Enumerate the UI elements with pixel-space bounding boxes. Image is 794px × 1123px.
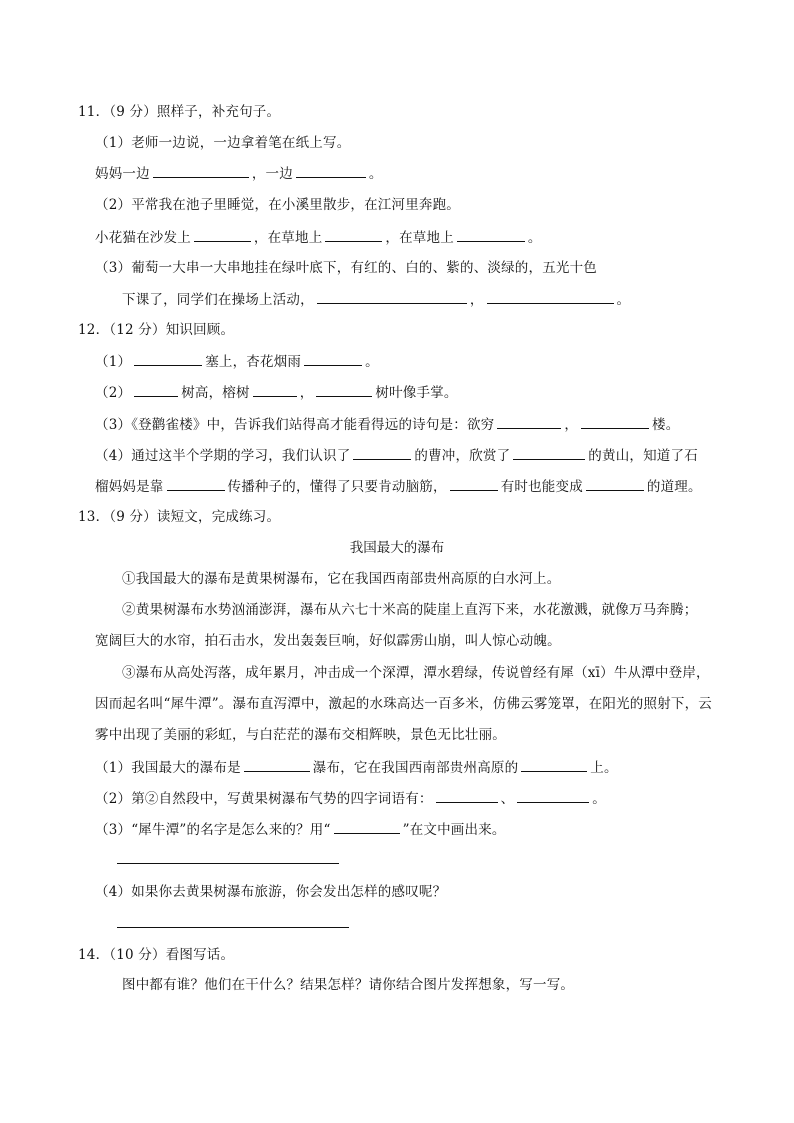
q13-sub2-b: 、 <box>500 791 515 807</box>
answer-line[interactable] <box>117 863 339 864</box>
answer-blank[interactable] <box>497 415 561 429</box>
q12-p4-e: 传播种子的，懂得了只要肯动脑筋， <box>227 479 447 495</box>
q12-p4-c: 的黄山，知道了石 <box>588 448 698 464</box>
answer-blank[interactable] <box>153 164 249 178</box>
answer-blank[interactable] <box>436 789 498 803</box>
answer-blank[interactable] <box>334 820 400 834</box>
answer-blank[interactable] <box>457 228 525 242</box>
q13-sub1-a: （1）我国最大的瀑布是 <box>95 760 241 776</box>
q12-header: 12．（12 分）知识回顾。 <box>78 322 235 338</box>
answer-blank[interactable] <box>521 758 587 772</box>
q11-header: 11．（9 分）照样子，补充句子。 <box>78 104 281 120</box>
answer-blank[interactable] <box>134 383 178 397</box>
q12-p4-a: （4）通过这半个学期的学习，我们认识了 <box>95 448 351 464</box>
q12-p2-line <box>95 383 458 402</box>
answer-blank[interactable] <box>517 789 589 803</box>
passage-para-3-line-3: 雾中出现了美丽的彩虹，与白茫茫的瀑布交相辉映，景色无比壮丽。 <box>95 727 506 743</box>
q13-sub2-a: （2）第②自然段中，写黄果树瀑布气势的四字词语有： <box>95 791 433 807</box>
q12-p2-b: 树高，榕树 <box>181 385 250 401</box>
q12-p1-line <box>95 352 379 371</box>
q11-p3-a: 下课了，同学们在操场上活动， <box>122 292 314 308</box>
q13-sub1 <box>95 758 618 777</box>
q14-header: 14．（10 分）看图写话。 <box>78 947 235 963</box>
q12-p4-f: 有时也能变成 <box>500 479 583 495</box>
q12-p4-line2 <box>95 477 702 496</box>
q13-sub3-b: ”在文中画出来。 <box>402 822 506 838</box>
passage-para-1: ①我国最大的瀑布是黄果树瀑布，它在我国西南部贵州高原的白水河上。 <box>122 571 561 587</box>
answer-blank[interactable] <box>450 477 498 491</box>
q12-p1-end: 。 <box>365 354 379 370</box>
answer-blank[interactable] <box>167 477 225 491</box>
answer-blank[interactable] <box>316 383 372 397</box>
q12-p2-a: （2） <box>95 385 132 401</box>
q13-sub3-a: （3）“犀牛潭”的名字是怎么来的？用“ <box>95 822 331 838</box>
answer-blank[interactable] <box>586 477 644 491</box>
answer-blank[interactable] <box>487 290 614 304</box>
answer-blank[interactable] <box>581 415 649 429</box>
q11-p2-b: ，在草地上 <box>253 230 323 246</box>
passage-para-2-line-2: 宽阔巨大的水帘，拍石击水，发出轰轰巨响，好似霹雳山崩，叫人惊心动魄。 <box>95 633 561 649</box>
q11-p2-a: 小花猫在沙发上 <box>95 230 191 246</box>
q12-p4-line <box>95 446 698 465</box>
q11-p1-line <box>95 164 383 183</box>
answer-blank[interactable] <box>253 383 297 397</box>
q12-p3-c: 楼。 <box>652 417 680 433</box>
q12-p2-d: 树叶像手掌。 <box>375 385 458 401</box>
passage-para-2-line-1: ②黄果树瀑布水势汹涌澎湃，瀑布从六七十米高的陡崖上直泻下来，水花激溅，就像万马奔腾； <box>122 602 698 618</box>
q13-sub3 <box>95 820 506 839</box>
q12-p4-g: 的道理。 <box>646 479 702 495</box>
q11-p3-example: （3）葡萄一大串一大串地挂在绿叶底下，有红的、白的、紫的、淡绿的，五光十色 <box>95 260 597 276</box>
q11-p2-c: ，在草地上 <box>385 230 454 246</box>
q11-p1-a: 妈妈一边 <box>95 166 150 182</box>
q11-p3-line <box>122 290 630 309</box>
q11-p1-example: （1）老师一边说，一边拿着笔在纸上写。 <box>95 135 351 151</box>
q11-p2-line <box>95 228 542 247</box>
q11-p2-end: 。 <box>527 230 542 246</box>
q13-header: 13．（9 分）读短文，完成练习。 <box>78 509 281 525</box>
q12-p4-b: 的曹冲，欣赏了 <box>414 448 511 464</box>
answer-blank[interactable] <box>325 228 382 242</box>
answer-blank[interactable] <box>353 446 411 460</box>
q13-sub4: （4）如果你去黄果树瀑布旅游，你会发出怎样的感叹呢？ <box>95 884 447 900</box>
q11-p1-b: ，一边 <box>251 166 293 182</box>
answer-blank[interactable] <box>134 352 202 366</box>
answer-blank[interactable] <box>296 164 366 178</box>
answer-line[interactable] <box>117 927 349 928</box>
q11-p2-example: （2）平常我在池子里睡觉，在小溪里散步，在江河里奔跑。 <box>95 197 460 213</box>
q12-p2-c: ， <box>299 385 314 401</box>
q11-p3-end: 。 <box>616 292 631 308</box>
q12-p1-a: （1） <box>95 354 132 370</box>
q11-p1-end: 。 <box>368 166 383 182</box>
q12-p3-line <box>95 415 679 434</box>
passage-para-3-line-1: ③瀑布从高处泻落，成年累月，冲击成一个深潭，潭水碧绿，传说曾经有犀（xī）牛从潭中登岸， <box>122 665 710 681</box>
q12-p1-b: 塞上，杏花烟雨 <box>205 354 302 370</box>
q14-prompt: 图中都有谁？他们在干什么？结果怎样？请你结合图片发挥想象，写一写。 <box>122 977 575 993</box>
answer-blank[interactable] <box>304 352 362 366</box>
answer-blank[interactable] <box>244 758 310 772</box>
q13-sub2-c: 。 <box>592 791 606 807</box>
passage-title: 我国最大的瀑布 <box>349 540 445 556</box>
passage-para-3-line-2: 因而起名叫“犀牛潭”。瀑布直泻潭中，激起的水珠高达一百多米，仿佛云雾笼罩，在阳光的照射下，云 <box>95 696 713 712</box>
q12-p3-a: （3）《登鹳雀楼》中，告诉我们站得高才能看得远的诗句是：欲穷 <box>95 417 495 433</box>
q13-sub1-b: 瀑布，它在我国西南部贵州高原的 <box>312 760 519 776</box>
answer-blank[interactable] <box>317 290 467 304</box>
q13-sub2 <box>95 789 606 808</box>
q13-sub1-c: 上。 <box>590 760 618 776</box>
q11-p3-b: ， <box>469 292 484 308</box>
answer-blank[interactable] <box>194 228 251 242</box>
q12-p3-b: ， <box>564 417 579 433</box>
answer-blank[interactable] <box>513 446 585 460</box>
q12-p4-d: 榴妈妈是靠 <box>95 479 164 495</box>
